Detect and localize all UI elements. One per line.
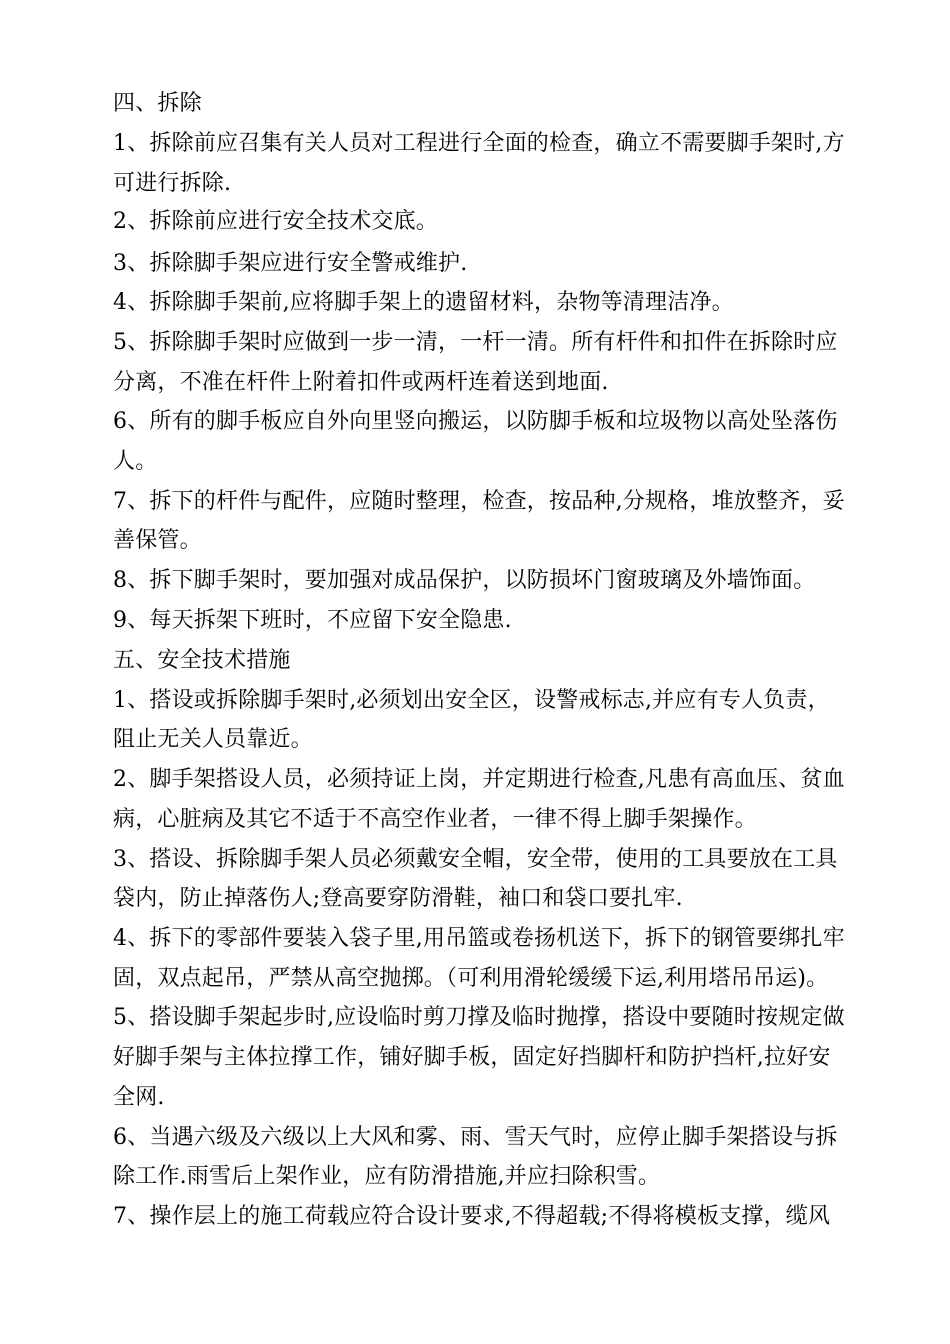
text-line: 善保管。: [113, 528, 202, 553]
text-line: 2、脚手架搭设人员，必须持证上岗，并定期进行检查,凡患有高血压、贫血: [113, 767, 845, 792]
text-line: 3、搭设、拆除脚手架人员必须戴安全帽，安全带，使用的工具要放在工具: [113, 847, 838, 872]
text-line: 全网.: [113, 1085, 165, 1110]
text-line: 人。: [113, 449, 158, 474]
text-line: 除工作.雨雪后上架作业，应有防滑措施,并应扫除积雪。: [113, 1164, 661, 1189]
text-line: 可进行拆除.: [113, 171, 232, 196]
text-line: 4、拆除脚手架前,应将脚手架上的遗留材料，杂物等清理洁净。: [113, 290, 734, 315]
text-line: 9、每天拆架下班时，不应留下安全隐患.: [113, 608, 512, 633]
text-line: 阻止无关人员靠近。: [113, 727, 313, 752]
text-line: 8、拆下脚手架时，要加强对成品保护，以防损坏门窗玻璃及外墙饰面。: [113, 568, 816, 593]
text-line: 5、搭设脚手架起步时,应设临时剪刀撑及临时抛撑，搭设中要随时按规定做: [113, 1005, 845, 1030]
section-heading-safety-measures: 五、安全技术措施: [113, 648, 291, 673]
text-line: 病，心脏病及其它不适于不高空作业者，一律不得上脚手架操作。: [113, 807, 757, 832]
text-line: 7、操作层上的施工荷载应符合设计要求,不得超载;不得将模板支撑，缆风: [113, 1204, 831, 1229]
text-line: 固，双点起吊，严禁从高空抛掷。（可利用滑轮缓缓下运,利用塔吊吊运)。: [113, 966, 829, 991]
text-line: 6、当遇六级及六级以上大风和雾、雨、雪天气时，应停止脚手架搭设与拆: [113, 1125, 838, 1150]
text-line: 7、拆下的杆件与配件，应随时整理，检查，按品种,分规格，堆放整齐，妥: [113, 489, 845, 514]
text-line: 3、拆除脚手架应进行安全警戒维护.: [113, 251, 468, 276]
text-line: 1、拆除前应召集有关人员对工程进行全面的检查，确立不需要脚手架时,方: [113, 131, 845, 156]
text-line: 1、搭设或拆除脚手架时,必须划出安全区，设警戒标志,并应有专人负责，: [113, 688, 830, 713]
text-line: 6、所有的脚手板应自外向里竖向搬运，以防脚手板和垃圾物以高处坠落伤: [113, 409, 838, 434]
text-line: 5、拆除脚手架时应做到一步一清，一杆一清。所有杆件和扣件在拆除时应: [113, 330, 838, 355]
text-line: 袋内，防止掉落伤人;登高要穿防滑鞋，袖口和袋口要扎牢.: [113, 886, 683, 911]
text-line: 好脚手架与主体拉撑工作，铺好脚手板，固定好挡脚杆和防护挡杆,拉好安: [113, 1045, 831, 1070]
text-line: 2、拆除前应进行安全技术交底。: [113, 209, 438, 234]
section-heading-dismantling: 四、拆除: [113, 91, 202, 116]
text-line: 4、拆下的零部件要装入袋子里,用吊篮或卷扬机送下，拆下的钢管要绑扎牢: [113, 926, 845, 951]
text-line: 分离，不准在杆件上附着扣件或两杆连着送到地面.: [113, 370, 609, 395]
